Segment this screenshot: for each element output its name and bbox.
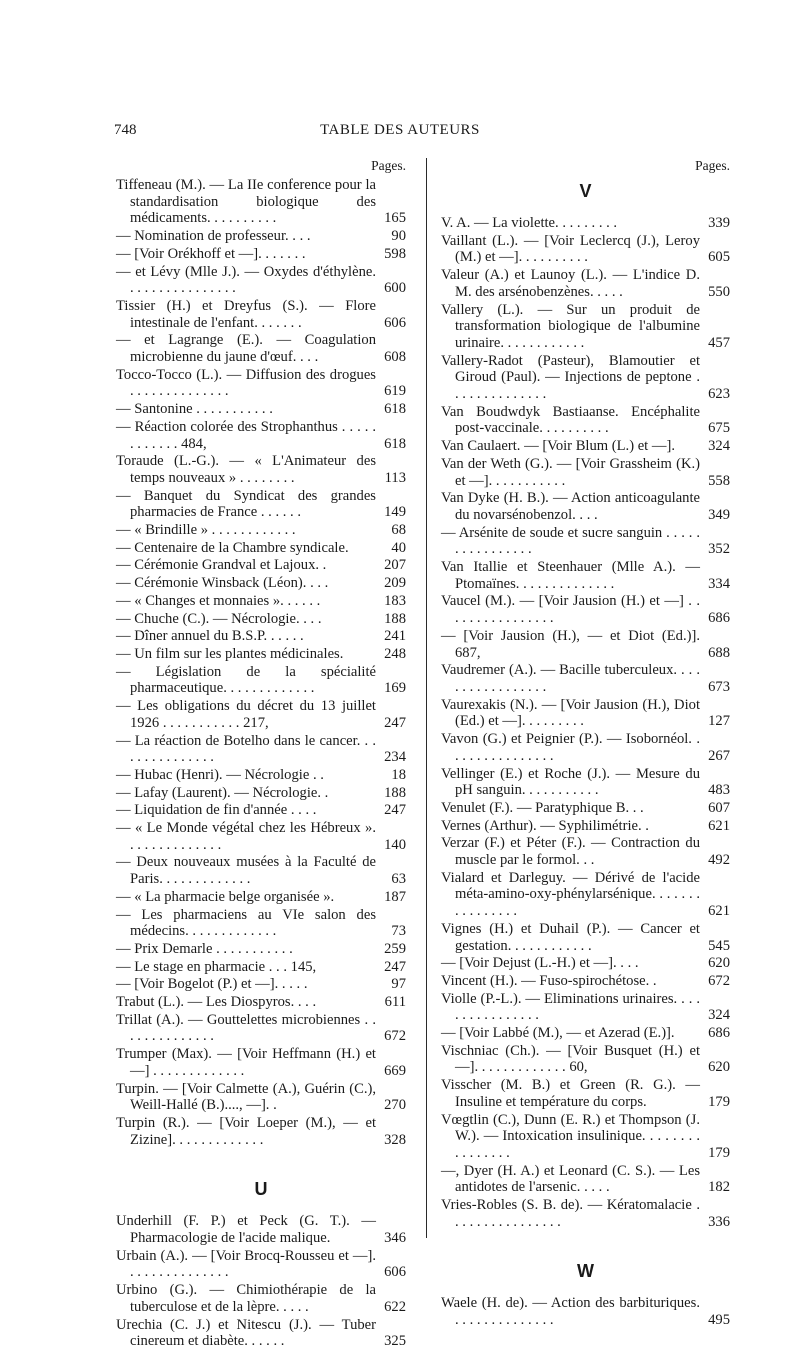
entry-page-number: 328 bbox=[384, 1131, 406, 1148]
entry-page-number: 606 bbox=[384, 314, 406, 331]
left-column bbox=[116, 158, 406, 1351]
entry-page-number: 267 bbox=[708, 747, 730, 764]
index-entry bbox=[116, 557, 406, 574]
entry-page-number: 669 bbox=[384, 1062, 406, 1079]
index-entry bbox=[441, 697, 730, 730]
entry-text: Valeur (A.) et Launoy (L.). — L'indice D. M. des arsénobenzènes. . . . . bbox=[441, 267, 700, 300]
entry-text: — « Le Monde végétal chez les Hébreux ». . . . . . . . . . . . . . bbox=[116, 820, 376, 853]
entry-text: Venulet (F.). — Paratyphique B. . . bbox=[441, 799, 644, 816]
entry-page-number: 620 bbox=[708, 955, 730, 972]
entry-page-number: 686 bbox=[708, 1025, 730, 1042]
entry-page-number: 73 bbox=[391, 923, 406, 940]
entry-text: Trumper (Max). — [Voir Heffmann (H.) et —] . . . . . . . . . . . . . bbox=[116, 1046, 376, 1079]
entry-text: — Les pharmaciens au VIe salon des médecins. . . . . . . . . . . . . bbox=[116, 906, 376, 940]
entry-page-number: 598 bbox=[384, 245, 406, 262]
entry-text: Van der Weth (G.). — [Voir Grassheim (K.) et —]. . . . . . . . . . . bbox=[441, 455, 700, 489]
entry-text: Visscher (M. B.) et Green (R. G.). — Insuline et température du corps. bbox=[441, 1077, 700, 1110]
entry-text: Tiffeneau (M.). — La IIe conference pour la standardisation biologique des médicaments. . . . . . . . . . bbox=[116, 177, 376, 227]
entry-page-number: 605 bbox=[708, 249, 730, 266]
index-entry bbox=[116, 593, 406, 610]
entry-text: — Deux nouveaux musées à la Faculté de Paris. . . . . . . . . . . . . bbox=[116, 854, 376, 888]
entry-page-number: 621 bbox=[708, 903, 730, 920]
index-entry bbox=[116, 332, 406, 365]
index-entry bbox=[116, 767, 406, 784]
index-entry bbox=[441, 835, 730, 868]
entry-text: Vœgtlin (C.), Dunn (E. R.) et Thompson (J. W.). — Intoxication insulinique. . . . . . . . . . . . . . . . bbox=[441, 1111, 700, 1161]
entry-list bbox=[441, 1295, 730, 1328]
pages-label: Pages. bbox=[371, 158, 406, 173]
entry-text: Vaurexakis (N.). — [Voir Jausion (H.), Diot (Ed.) et —]. . . . . . . . . bbox=[441, 696, 700, 730]
entry-text: Vellinger (E.) et Roche (J.). — Mesure du pH sanguin. . . . . . . . . . . bbox=[441, 765, 700, 799]
index-entry bbox=[441, 1163, 730, 1196]
entry-text: Tocco-Tocco (L.). — Diffusion des drogues . . . . . . . . . . . . . . bbox=[116, 366, 376, 400]
entry-page-number: 165 bbox=[384, 210, 406, 227]
entry-text: Van Boudwdyk Bastiaanse. Encéphalite post-vaccinale. . . . . . . . . . bbox=[441, 403, 700, 437]
entry-text: Violle (P.-L.). — Eliminations urinaires. . . . . . . . . . . . . . . . bbox=[441, 990, 700, 1024]
entry-page-number: 336 bbox=[708, 1213, 730, 1230]
entry-text: — Nomination de professeur. . . . bbox=[116, 228, 311, 245]
entry-text: — et Lagrange (E.). — Coagulation microbienne du jaune d'œuf. . . . bbox=[116, 332, 376, 366]
entry-page-number: 611 bbox=[384, 994, 406, 1011]
entry-page-number: 688 bbox=[708, 644, 730, 661]
entry-page-number: 457 bbox=[708, 334, 730, 351]
index-entry bbox=[116, 628, 406, 645]
entry-text: Trillat (A.). — Gouttelettes microbiennes . . . . . . . . . . . . . . bbox=[116, 1011, 376, 1045]
entry-text: Turpin. — [Voir Calmette (A.), Guérin (C.), Weill-Hallé (B.)...., —]. . bbox=[116, 1080, 376, 1114]
index-entry bbox=[441, 267, 730, 300]
entry-text: — et Lévy (Mlle J.). — Oxydes d'éthylène. . . . . . . . . . . . . . . . bbox=[116, 263, 376, 297]
index-entry bbox=[116, 664, 406, 697]
entry-page-number: 673 bbox=[708, 678, 730, 695]
index-entry bbox=[116, 540, 406, 557]
entry-text: — Santonine . . . . . . . . . . . bbox=[116, 401, 273, 418]
index-entry bbox=[116, 1317, 406, 1350]
entry-text: — Centenaire de la Chambre syndicale. bbox=[116, 539, 349, 556]
index-entry bbox=[441, 559, 730, 592]
entry-text: — « Brindille » . . . . . . . . . . . . bbox=[116, 522, 296, 539]
index-entry bbox=[116, 1282, 406, 1315]
entry-text: — Chuche (C.). — Nécrologie. . . . bbox=[116, 610, 322, 627]
entry-text: — Législation de la spécialité pharmaceutique. . . . . . . . . . . . . bbox=[116, 663, 376, 697]
index-entry bbox=[441, 456, 730, 489]
index-entry bbox=[116, 976, 406, 993]
entry-page-number: 179 bbox=[708, 1144, 730, 1161]
entry-text: — [Voir Labbé (M.), — et Azerad (E.)]. bbox=[441, 1025, 675, 1042]
entry-text: — [Voir Jausion (H.), — et Diot (Ed.)]. 687, bbox=[441, 627, 700, 661]
entry-page-number: 90 bbox=[391, 228, 406, 245]
entry-text: — Lafay (Laurent). — Nécrologie. . bbox=[116, 784, 329, 801]
index-entry bbox=[116, 298, 406, 331]
entry-page-number: 259 bbox=[384, 940, 406, 957]
entry-page-number: 270 bbox=[384, 1097, 406, 1114]
entry-text: Vavon (G.) et Peignier (P.). — Isobornéol. . . . . . . . . . . . . . . . bbox=[441, 731, 700, 764]
entry-page-number: 672 bbox=[708, 972, 730, 989]
index-entry bbox=[441, 593, 730, 626]
index-entry bbox=[116, 820, 406, 853]
index-entry bbox=[441, 1025, 730, 1042]
index-entry bbox=[116, 854, 406, 887]
entry-page-number: 600 bbox=[384, 280, 406, 297]
entry-page-number: 686 bbox=[708, 610, 730, 627]
index-entry bbox=[441, 353, 730, 403]
entry-page-number: 339 bbox=[708, 215, 730, 231]
index-entry bbox=[116, 1213, 406, 1246]
entry-page-number: 127 bbox=[708, 713, 730, 730]
index-entry bbox=[441, 1077, 730, 1110]
entry-text: Turpin (R.). — [Voir Loeper (M.), — et Zizine]. . . . . . . . . . . . . bbox=[116, 1114, 376, 1148]
entry-text: Tissier (H.) et Dreyfus (S.). — Flore intestinale de l'enfant. . . . . . . bbox=[116, 297, 376, 331]
entry-page-number: 179 bbox=[708, 1093, 730, 1110]
entry-page-number: 558 bbox=[708, 472, 730, 489]
entry-page-number: 169 bbox=[384, 680, 406, 697]
index-entry bbox=[116, 1012, 406, 1045]
running-title: TABLE DES AUTEURS bbox=[320, 122, 480, 138]
entry-text: — [Voir Dejust (L.-H.) et —]. . . . bbox=[441, 955, 639, 972]
entry-text: Toraude (L.-G.). — « L'Animateur des temps nouveaux » . . . . . . . . bbox=[116, 453, 376, 486]
entry-text: — La réaction de Botelho dans le cancer. . . . . . . . . . . . . . . bbox=[116, 732, 376, 766]
index-entry bbox=[441, 438, 730, 455]
entry-page-number: 618 bbox=[384, 435, 406, 452]
entry-text: Vallery-Radot (Pasteur), Blamoutier et Giroud (Paul). — Injections de peptone . . . . . . . . . . . . . . bbox=[441, 352, 700, 403]
entry-page-number: 492 bbox=[708, 852, 730, 869]
entry-page-number: 495 bbox=[708, 1312, 730, 1329]
index-entry bbox=[116, 488, 406, 521]
index-entry bbox=[116, 994, 406, 1011]
entry-page-number: 618 bbox=[384, 401, 406, 418]
entry-page-number: 675 bbox=[708, 420, 730, 437]
index-entry bbox=[116, 1115, 406, 1148]
entry-page-number: 248 bbox=[384, 645, 406, 662]
index-entry bbox=[441, 215, 730, 232]
entry-text: —, Dyer (H. A.) et Leonard (C. S.). — Les antidotes de l'arsenic. . . . . bbox=[441, 1162, 700, 1196]
entry-list bbox=[441, 215, 730, 1230]
entry-page-number: 188 bbox=[384, 610, 406, 627]
entry-page-number: 188 bbox=[384, 784, 406, 801]
entry-page-number: 18 bbox=[391, 766, 406, 783]
index-entry bbox=[441, 490, 730, 523]
entry-page-number: 483 bbox=[708, 782, 730, 799]
entry-page-number: 608 bbox=[384, 349, 406, 366]
entry-page-number: 620 bbox=[708, 1059, 730, 1076]
entry-text: — Un film sur les plantes médicinales. bbox=[116, 645, 344, 662]
entry-page-number: 247 bbox=[384, 714, 406, 731]
entry-text: Underhill (F. P.) et Peck (G. T.). — Pharmacologie de l'acide malique. bbox=[116, 1213, 376, 1247]
entry-text: Vignes (H.) et Duhail (P.). — Cancer et gestation. . . . . . . . . . . . bbox=[441, 920, 700, 954]
index-entry bbox=[441, 818, 730, 835]
entry-page-number: 619 bbox=[384, 383, 406, 400]
index-entry bbox=[116, 522, 406, 539]
entry-text: Van Caulaert. — [Voir Blum (L.) et —]. bbox=[441, 438, 675, 455]
entry-text: — Liquidation de fin d'année . . . . bbox=[116, 802, 317, 819]
entry-text: — Cérémonie Grandval et Lajoux. . bbox=[116, 557, 327, 574]
entry-page-number: 187 bbox=[384, 888, 406, 905]
index-entry bbox=[441, 955, 730, 972]
entry-page-number: 247 bbox=[384, 802, 406, 819]
index-entry bbox=[116, 733, 406, 766]
index-entry bbox=[441, 1197, 730, 1230]
entry-text: — Le stage en pharmacie . . . 145, bbox=[116, 958, 317, 975]
entry-list bbox=[116, 177, 406, 1148]
index-entry bbox=[441, 1112, 730, 1162]
entry-text: Trabut (L.). — Les Diospyros. . . . bbox=[116, 994, 317, 1011]
entry-text: — « Changes et monnaies ». . . . . . bbox=[116, 592, 321, 609]
right-column bbox=[441, 158, 730, 1330]
entry-page-number: 606 bbox=[384, 1264, 406, 1281]
index-entry bbox=[116, 698, 406, 731]
index-entry bbox=[441, 731, 730, 764]
entry-page-number: 324 bbox=[708, 438, 730, 455]
entry-page-number: 149 bbox=[384, 504, 406, 521]
index-entry bbox=[441, 302, 730, 352]
index-entry bbox=[116, 611, 406, 628]
column-divider bbox=[426, 158, 427, 1238]
entry-text: Urbain (A.). — [Voir Brocq-Rousseu et —]. . . . . . . . . . . . . . . bbox=[116, 1247, 376, 1281]
entry-page-number: 183 bbox=[384, 592, 406, 609]
index-entry bbox=[441, 233, 730, 266]
index-entry bbox=[441, 766, 730, 799]
entry-page-number: 207 bbox=[384, 557, 406, 574]
entry-page-number: 352 bbox=[708, 541, 730, 558]
entry-page-number: 621 bbox=[708, 817, 730, 834]
pages-label: Pages. bbox=[695, 158, 730, 173]
entry-text: Vialard et Darleguy. — Dérivé de l'acide méta-amino-oxy-phénylarsénique. . . . . . . . . . . . . . . . bbox=[441, 869, 700, 920]
index-entry bbox=[441, 662, 730, 695]
entry-page-number: 324 bbox=[708, 1007, 730, 1024]
entry-page-number: 334 bbox=[708, 575, 730, 592]
entry-text: — Dîner annuel du B.S.P. . . . . . bbox=[116, 628, 304, 645]
index-entry bbox=[116, 401, 406, 418]
entry-text: — Prix Demarle . . . . . . . . . . . bbox=[116, 940, 293, 957]
entry-text: — « La pharmacie belge organisée ». bbox=[116, 888, 335, 905]
entry-text: — Réaction colorée des Strophanthus . . . . . . . . . . . . 484, bbox=[116, 418, 376, 452]
entry-text: Waele (H. de). — Action des barbituriques. . . . . . . . . . . . . . . bbox=[441, 1295, 700, 1329]
entry-page-number: 550 bbox=[708, 283, 730, 300]
entry-page-number: 40 bbox=[391, 539, 406, 556]
index-entry bbox=[441, 870, 730, 920]
entry-text: — Arsénite de soude et sucre sanguin . . . . . . . . . . . . . . . . bbox=[441, 524, 700, 558]
entry-page-number: 68 bbox=[391, 522, 406, 539]
index-entry bbox=[116, 228, 406, 245]
index-entry bbox=[116, 367, 406, 400]
index-entry bbox=[116, 419, 406, 452]
entry-text: V. A. — La violette. . . . . . . . . bbox=[441, 215, 618, 231]
entry-page-number: 182 bbox=[708, 1179, 730, 1196]
section-letter-w: W bbox=[577, 1261, 594, 1282]
index-entry bbox=[116, 907, 406, 940]
index-entry bbox=[116, 889, 406, 906]
section-letter-u: U bbox=[254, 1179, 268, 1200]
entry-text: — [Voir Bogelot (P.) et —]. . . . . bbox=[116, 976, 308, 993]
entry-page-number: 325 bbox=[384, 1333, 406, 1350]
entry-text: — [Voir Orékhoff et —]. . . . . . . bbox=[116, 245, 306, 262]
entry-page-number: 607 bbox=[708, 799, 730, 816]
index-entry bbox=[441, 800, 730, 817]
entry-text: Van Itallie et Steenhauer (Mlle A.). — Ptomaïnes. . . . . . . . . . . . . . bbox=[441, 559, 700, 592]
index-entry bbox=[116, 246, 406, 263]
index-entry bbox=[116, 941, 406, 958]
page-header bbox=[0, 122, 800, 142]
entry-page-number: 140 bbox=[384, 836, 406, 853]
index-entry bbox=[116, 1081, 406, 1114]
entry-page-number: 113 bbox=[384, 469, 406, 486]
entry-text: Vallery (L.). — Sur un produit de transformation biologique de l'albumine urinaire. . . . . . . . . . . . bbox=[441, 301, 700, 351]
page-number: 748 bbox=[114, 122, 137, 138]
index-entry bbox=[116, 1248, 406, 1281]
entry-page-number: 63 bbox=[391, 871, 406, 888]
index-entry bbox=[441, 973, 730, 990]
entry-text: Urechia (C. J.) et Nitescu (J.). — Tuber cinereum et diabète. . . . . . bbox=[116, 1316, 376, 1350]
entry-text: Vaudremer (A.). — Bacille tuberculeux. . . . . . . . . . . . . . . . . bbox=[441, 662, 700, 695]
entry-text: Vries-Robles (S. B. de). — Kératomalacie . . . . . . . . . . . . . . . . bbox=[441, 1197, 700, 1230]
index-entry bbox=[441, 921, 730, 954]
entry-page-number: 349 bbox=[708, 506, 730, 523]
entry-text: — Cérémonie Winsback (Léon). . . . bbox=[116, 575, 329, 592]
entry-text: — Hubac (Henri). — Nécrologie . . bbox=[116, 766, 324, 783]
entry-page-number: 346 bbox=[384, 1230, 406, 1247]
index-entry bbox=[441, 628, 730, 661]
index-entry bbox=[116, 177, 406, 227]
index-entry bbox=[441, 1043, 730, 1076]
entry-text: Van Dyke (H. B.). — Action anticoagulante du novarsénobenzol. . . . bbox=[441, 490, 700, 523]
index-entry bbox=[441, 991, 730, 1024]
entry-page-number: 234 bbox=[384, 749, 406, 766]
section-letter-v: V bbox=[579, 181, 592, 201]
entry-text: Vaillant (L.). — [Voir Leclercq (J.), Leroy (M.) et —]. . . . . . . . . . bbox=[441, 232, 700, 266]
entry-text: Vincent (H.). — Fuso-spirochétose. . bbox=[441, 972, 657, 989]
entry-text: Vaucel (M.). — [Voir Jausion (H.) et —] . . . . . . . . . . . . . . . . bbox=[441, 593, 700, 627]
index-entry bbox=[116, 959, 406, 976]
entry-page-number: 247 bbox=[384, 958, 406, 975]
index-entry bbox=[116, 575, 406, 592]
index-entry bbox=[116, 453, 406, 486]
entry-page-number: 623 bbox=[708, 386, 730, 403]
index-entry bbox=[116, 646, 406, 663]
entry-page-number: 545 bbox=[708, 937, 730, 954]
index-entry bbox=[116, 1046, 406, 1079]
index-entry bbox=[441, 525, 730, 558]
index-entry bbox=[116, 802, 406, 819]
entry-text: Vernes (Arthur). — Syphilimétrie. . bbox=[441, 817, 649, 834]
entry-list bbox=[116, 1213, 406, 1350]
entry-text: — Les obligations du décret du 13 juillet 1926 . . . . . . . . . . . 217, bbox=[116, 698, 376, 731]
entry-text: — Banquet du Syndicat des grandes pharmacies de France . . . . . . bbox=[116, 487, 376, 521]
entry-page-number: 209 bbox=[384, 575, 406, 592]
index-entry bbox=[441, 404, 730, 437]
entry-text: Urbino (G.). — Chimiothérapie de la tuberculose et de la lèpre. . . . . bbox=[116, 1282, 376, 1315]
entry-text: Vischniac (Ch.). — [Voir Busquet (H.) et —]. . . . . . . . . . . . . 60, bbox=[441, 1042, 700, 1076]
entry-page-number: 672 bbox=[384, 1028, 406, 1045]
index-entry bbox=[116, 785, 406, 802]
entry-page-number: 622 bbox=[384, 1298, 406, 1315]
entry-page-number: 97 bbox=[391, 976, 406, 993]
index-entry bbox=[441, 1295, 730, 1328]
entry-page-number: 241 bbox=[384, 628, 406, 645]
index-entry bbox=[116, 264, 406, 297]
entry-text: Verzar (F.) et Péter (F.). — Contraction du muscle par le formol. . . bbox=[441, 835, 700, 869]
